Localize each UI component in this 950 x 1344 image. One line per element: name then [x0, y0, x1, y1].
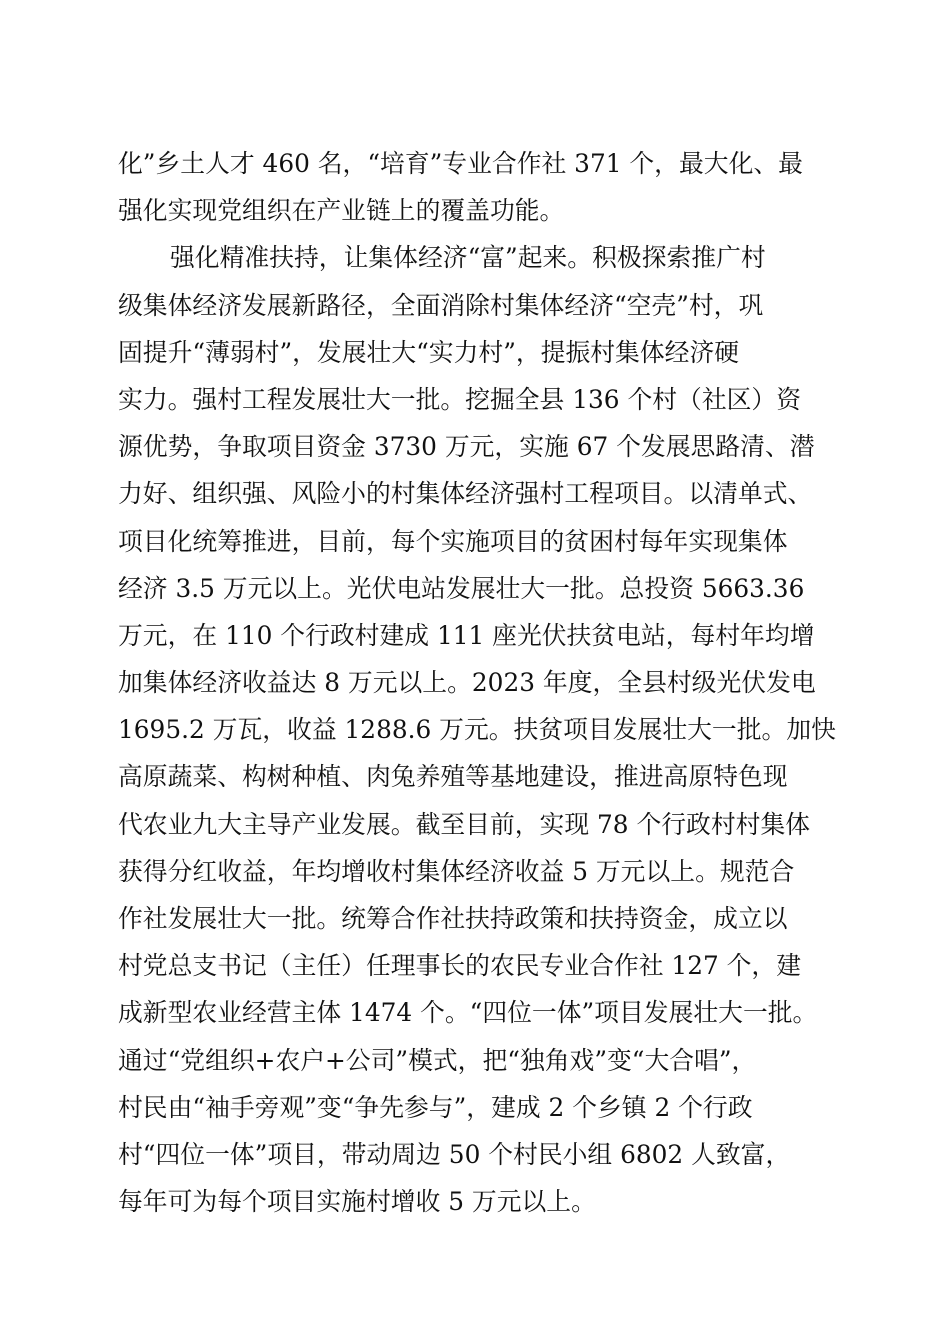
text-line: 项目化统筹推进，目前，每个实施项目的贫困村每年实现集体: [118, 526, 788, 556]
text-line: 万元，在 110 个行政村建成 111 座光伏扶贫电站，每村年均增: [118, 620, 815, 650]
document-body: [118, 140, 836, 1225]
text-line: 强化实现党组织在产业链上的覆盖功能。: [118, 196, 565, 226]
text-line: 通过“党组织+农户+公司”模式，把“独角戏”变“大合唱”，: [118, 1045, 757, 1075]
text-line: 成新型农业经营主体 1474 个。“四位一体”项目发展壮大一批。: [118, 998, 818, 1028]
text-line: 加集体经济收益达 8 万元以上。2023 年度，全县村级光伏发电: [118, 668, 816, 698]
text-line: 1695.2 万瓦，收益 1288.6 万元。扶贫项目发展壮大一批。加快: [118, 715, 836, 745]
text-line: 作社发展壮大一批。统筹合作社扶持政策和扶持资金，成立以: [118, 904, 788, 933]
paragraph-first-line: 强化精准扶持，让集体经济“富”起来。积极探索推广村: [170, 243, 766, 273]
text-line: 源优势，争取项目资金 3730 万元，实施 67 个发展思路清、潜: [118, 432, 815, 462]
text-line: 力好、组织强、风险小的村集体经济强村工程项目。以清单式、: [118, 479, 813, 509]
text-line: 代农业九大主导产业发展。截至目前，实现 78 个行政村村集体: [118, 809, 811, 839]
text-line: 化”乡土人才 460 名，“培育”专业合作社 371 个，最大化、最: [118, 149, 803, 178]
text-line: 村党总支书记（主任）任理事长的农民专业合作社 127 个，建: [118, 951, 802, 981]
text-line: 获得分红收益，年均增收村集体经济收益 5 万元以上。规范合: [118, 856, 795, 886]
text-line: 高原蔬菜、构树种植、肉兔养殖等基地建设，推进高原特色现: [118, 762, 788, 792]
text-line: 固提升“薄弱村”，发展壮大“实力村”，提振村集体经济硬: [118, 337, 740, 367]
text-line: 级集体经济发展新路径，全面消除村集体经济“空壳”村，巩: [118, 290, 764, 320]
text-line: 实力。强村工程发展壮大一批。挖掘全县 136 个村（社区）资: [118, 384, 802, 414]
text-line: 每年可为每个项目实施村增收 5 万元以上。: [118, 1187, 596, 1217]
text-line: 村民由“袖手旁观”变“争先参与”，建成 2 个乡镇 2 个行政: [118, 1092, 753, 1122]
text-line: 经济 3.5 万元以上。光伏电站发展壮大一批。总投资 5663.36: [118, 573, 805, 603]
text-line: 村“四位一体”项目，带动周边 50 个村民小组 6802 人致富，: [118, 1139, 791, 1169]
